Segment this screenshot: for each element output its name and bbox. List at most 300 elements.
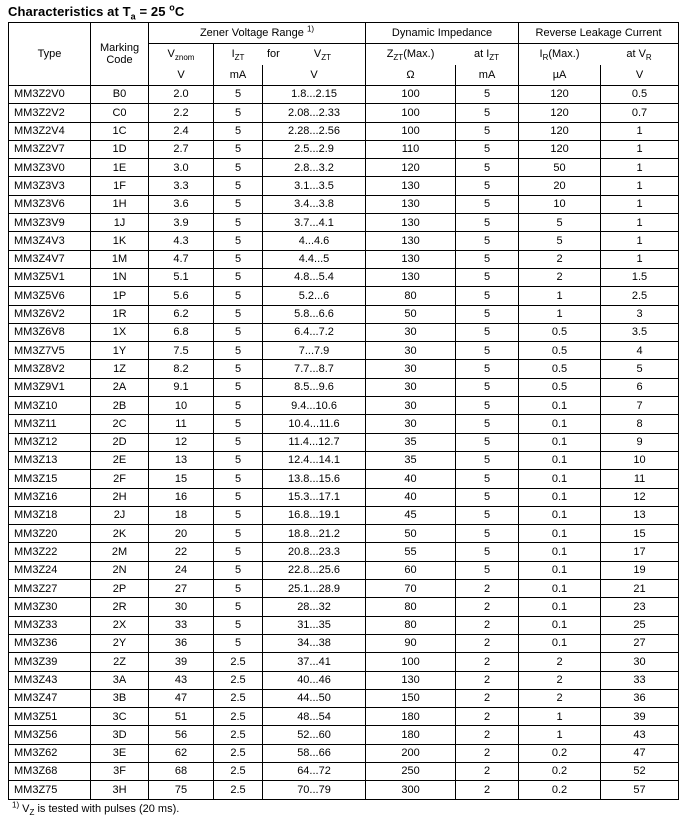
- cell-vzt-range: 25.1...28.9: [263, 580, 366, 598]
- cell-at-vr: 13: [601, 506, 679, 524]
- table-row: [9, 762, 679, 780]
- cell-ir-max: 5: [519, 214, 601, 232]
- cell-izt: 5: [214, 488, 263, 506]
- cell-zzt-max: 80: [366, 287, 456, 305]
- cell-marking-code: 2R: [91, 598, 149, 616]
- cell-zzt-max: 40: [366, 488, 456, 506]
- cell-vzt-range: 3.7...4.1: [263, 214, 366, 232]
- cell-zzt-max: 130: [366, 195, 456, 213]
- datasheet-page: [0, 2, 687, 817]
- cell-at-izt: 2: [456, 781, 519, 799]
- unit-zzt: Ω: [366, 65, 456, 86]
- cell-izt: 5: [214, 561, 263, 579]
- cell-at-vr: 1.5: [601, 268, 679, 286]
- table-row: [9, 543, 679, 561]
- cell-marking-code: 2X: [91, 616, 149, 634]
- cell-vzt-range: 44...50: [263, 689, 366, 707]
- cell-marking-code: 1R: [91, 305, 149, 323]
- cell-izt: 2.5: [214, 708, 263, 726]
- cell-izt: 2.5: [214, 653, 263, 671]
- cell-izt: 5: [214, 397, 263, 415]
- cell-ir-max: 1: [519, 305, 601, 323]
- cell-izt: 5: [214, 195, 263, 213]
- column-header-zzt-at-izt: [366, 44, 519, 66]
- cell-vzt-range: 10.4...11.6: [263, 415, 366, 433]
- cell-vznom: 3.9: [149, 214, 214, 232]
- cell-at-vr: 1: [601, 140, 679, 158]
- cell-vznom: 24: [149, 561, 214, 579]
- cell-at-vr: 5: [601, 360, 679, 378]
- cell-izt: 5: [214, 360, 263, 378]
- cell-at-izt: 5: [456, 415, 519, 433]
- cell-type: MM3Z36: [9, 634, 91, 652]
- table-row: [9, 378, 679, 396]
- cell-izt: 5: [214, 378, 263, 396]
- cell-zzt-max: 250: [366, 762, 456, 780]
- cell-at-izt: 5: [456, 232, 519, 250]
- cell-zzt-max: 130: [366, 671, 456, 689]
- cell-vzt-range: 9.4...10.6: [263, 397, 366, 415]
- cell-at-vr: 3.5: [601, 323, 679, 341]
- cell-marking-code: 2F: [91, 470, 149, 488]
- table-row: [9, 506, 679, 524]
- cell-izt: 5: [214, 287, 263, 305]
- cell-at-vr: 8: [601, 415, 679, 433]
- group-header-reverse-leakage-current: Reverse Leakage Current: [519, 23, 679, 44]
- cell-at-vr: 0.7: [601, 104, 679, 122]
- cell-vznom: 20: [149, 525, 214, 543]
- cell-at-vr: 30: [601, 653, 679, 671]
- cell-vzt-range: 13.8...15.6: [263, 470, 366, 488]
- cell-at-izt: 2: [456, 634, 519, 652]
- cell-at-izt: 5: [456, 287, 519, 305]
- cell-marking-code: C0: [91, 104, 149, 122]
- table-row: [9, 342, 679, 360]
- cell-zzt-max: 150: [366, 689, 456, 707]
- cell-vznom: 3.3: [149, 177, 214, 195]
- table-row: [9, 616, 679, 634]
- cell-at-vr: 2.5: [601, 287, 679, 305]
- cell-ir-max: 0.2: [519, 744, 601, 762]
- characteristics-table: [8, 22, 679, 800]
- table-row: [9, 415, 679, 433]
- cell-izt: 5: [214, 506, 263, 524]
- cell-izt: 5: [214, 232, 263, 250]
- cell-vzt-range: 4...4.6: [263, 232, 366, 250]
- cell-vznom: 18: [149, 506, 214, 524]
- cell-vzt-range: 7...7.9: [263, 342, 366, 360]
- cell-zzt-max: 30: [366, 360, 456, 378]
- cell-zzt-max: 300: [366, 781, 456, 799]
- cell-marking-code: 1K: [91, 232, 149, 250]
- cell-at-izt: 2: [456, 689, 519, 707]
- column-header-zzt-max: $Z_{ZT}(Max.)$: [386, 48, 435, 63]
- table-row: [9, 781, 679, 799]
- footnote-ref-sup: 1): [306, 24, 315, 34]
- cell-at-vr: 4: [601, 342, 679, 360]
- cell-vznom: 36: [149, 634, 214, 652]
- cell-vzt-range: 3.1...3.5: [263, 177, 366, 195]
- cell-vzt-range: 6.4...7.2: [263, 323, 366, 341]
- cell-at-izt: 5: [456, 250, 519, 268]
- cell-vzt-range: 15.3...17.1: [263, 488, 366, 506]
- cell-at-vr: 25: [601, 616, 679, 634]
- cell-ir-max: 0.1: [519, 506, 601, 524]
- cell-marking-code: 2B: [91, 397, 149, 415]
- cell-type: MM3Z56: [9, 726, 91, 744]
- cell-type: MM3Z12: [9, 433, 91, 451]
- cell-ir-max: 10: [519, 195, 601, 213]
- cell-ir-max: 120: [519, 122, 601, 140]
- cell-zzt-max: 60: [366, 561, 456, 579]
- cell-marking-code: 2K: [91, 525, 149, 543]
- cell-vzt-range: 4.8...5.4: [263, 268, 366, 286]
- cell-ir-max: 50: [519, 159, 601, 177]
- cell-at-vr: 19: [601, 561, 679, 579]
- table-row: [9, 653, 679, 671]
- header-for-word: for: [267, 48, 280, 61]
- cell-at-vr: 39: [601, 708, 679, 726]
- cell-at-vr: 1: [601, 214, 679, 232]
- cell-vzt-range: 2.5...2.9: [263, 140, 366, 158]
- cell-zzt-max: 80: [366, 616, 456, 634]
- cell-marking-code: 1X: [91, 323, 149, 341]
- cell-at-vr: 27: [601, 634, 679, 652]
- title-subscript: a: [130, 11, 136, 22]
- cell-izt: 5: [214, 470, 263, 488]
- cell-type: MM3Z2V2: [9, 104, 91, 122]
- cell-vzt-range: 70...79: [263, 781, 366, 799]
- cell-type: MM3Z20: [9, 525, 91, 543]
- cell-izt: 2.5: [214, 726, 263, 744]
- cell-vzt-range: 1.8...2.15: [263, 86, 366, 104]
- table-row: [9, 360, 679, 378]
- cell-type: MM3Z75: [9, 781, 91, 799]
- cell-at-izt: 5: [456, 378, 519, 396]
- cell-type: MM3Z13: [9, 451, 91, 469]
- cell-type: MM3Z43: [9, 671, 91, 689]
- cell-vznom: 27: [149, 580, 214, 598]
- cell-vznom: 56: [149, 726, 214, 744]
- cell-at-izt: 5: [456, 195, 519, 213]
- table-row: [9, 470, 679, 488]
- cell-at-izt: 5: [456, 323, 519, 341]
- cell-at-izt: 2: [456, 598, 519, 616]
- cell-ir-max: 0.1: [519, 415, 601, 433]
- cell-ir-max: 0.5: [519, 342, 601, 360]
- cell-at-vr: 3: [601, 305, 679, 323]
- cell-at-izt: 5: [456, 342, 519, 360]
- column-header-ir-max: $I_R(Max.)$: [539, 48, 580, 63]
- table-body: [9, 86, 679, 800]
- cell-at-vr: 43: [601, 726, 679, 744]
- cell-izt: 5: [214, 305, 263, 323]
- cell-at-izt: 5: [456, 214, 519, 232]
- table-row: [9, 86, 679, 104]
- cell-vzt-range: 18.8...21.2: [263, 525, 366, 543]
- cell-zzt-max: 90: [366, 634, 456, 652]
- column-header-marking-code: Marking Code: [91, 23, 149, 86]
- cell-izt: 5: [214, 580, 263, 598]
- cell-vznom: 2.2: [149, 104, 214, 122]
- table-row: [9, 708, 679, 726]
- cell-at-vr: 9: [601, 433, 679, 451]
- cell-vzt-range: 48...54: [263, 708, 366, 726]
- cell-marking-code: 2Y: [91, 634, 149, 652]
- table-row: [9, 250, 679, 268]
- cell-izt: 5: [214, 323, 263, 341]
- cell-vzt-range: 34...38: [263, 634, 366, 652]
- cell-ir-max: 1: [519, 726, 601, 744]
- cell-vzt-range: 2.08...2.33: [263, 104, 366, 122]
- cell-vznom: 30: [149, 598, 214, 616]
- cell-vzt-range: 7.7...8.7: [263, 360, 366, 378]
- cell-marking-code: 1M: [91, 250, 149, 268]
- cell-ir-max: 0.5: [519, 323, 601, 341]
- cell-at-izt: 5: [456, 104, 519, 122]
- table-row: [9, 287, 679, 305]
- cell-at-vr: 15: [601, 525, 679, 543]
- cell-at-izt: 2: [456, 580, 519, 598]
- cell-vzt-range: 20.8...23.3: [263, 543, 366, 561]
- cell-zzt-max: 30: [366, 342, 456, 360]
- cell-marking-code: 3F: [91, 762, 149, 780]
- cell-izt: 5: [214, 525, 263, 543]
- cell-zzt-max: 50: [366, 525, 456, 543]
- cell-zzt-max: 200: [366, 744, 456, 762]
- cell-type: MM3Z33: [9, 616, 91, 634]
- cell-at-izt: 2: [456, 744, 519, 762]
- group-header-row: [9, 23, 679, 44]
- cell-marking-code: 1C: [91, 122, 149, 140]
- cell-ir-max: 0.1: [519, 470, 601, 488]
- cell-marking-code: 1D: [91, 140, 149, 158]
- cell-ir-max: 0.2: [519, 781, 601, 799]
- cell-vzt-range: 40...46: [263, 671, 366, 689]
- cell-vzt-range: 12.4...14.1: [263, 451, 366, 469]
- cell-ir-max: 2: [519, 653, 601, 671]
- cell-zzt-max: 180: [366, 708, 456, 726]
- cell-vznom: 62: [149, 744, 214, 762]
- cell-at-izt: 5: [456, 525, 519, 543]
- cell-at-izt: 2: [456, 616, 519, 634]
- cell-type: MM3Z62: [9, 744, 91, 762]
- cell-marking-code: 1Y: [91, 342, 149, 360]
- cell-zzt-max: 80: [366, 598, 456, 616]
- cell-ir-max: 0.1: [519, 634, 601, 652]
- cell-zzt-max: 50: [366, 305, 456, 323]
- cell-vznom: 6.2: [149, 305, 214, 323]
- cell-vznom: 13: [149, 451, 214, 469]
- cell-marking-code: 1E: [91, 159, 149, 177]
- cell-vznom: 5.1: [149, 268, 214, 286]
- cell-izt: 5: [214, 634, 263, 652]
- cell-type: MM3Z2V4: [9, 122, 91, 140]
- cell-ir-max: 0.1: [519, 561, 601, 579]
- cell-zzt-max: 130: [366, 268, 456, 286]
- cell-vznom: 11: [149, 415, 214, 433]
- cell-marking-code: 1Z: [91, 360, 149, 378]
- cell-izt: 5: [214, 104, 263, 122]
- cell-zzt-max: 100: [366, 122, 456, 140]
- cell-type: MM3Z30: [9, 598, 91, 616]
- cell-izt: 5: [214, 159, 263, 177]
- column-header-at-vr: at $V_R$: [626, 48, 652, 63]
- cell-type: MM3Z3V6: [9, 195, 91, 213]
- cell-type: MM3Z18: [9, 506, 91, 524]
- cell-vznom: 33: [149, 616, 214, 634]
- cell-marking-code: 2J: [91, 506, 149, 524]
- cell-zzt-max: 40: [366, 470, 456, 488]
- cell-vzt-range: 4.4...5: [263, 250, 366, 268]
- group-header-dynamic-impedance: Dynamic Impedance: [366, 23, 519, 44]
- cell-at-izt: 5: [456, 451, 519, 469]
- cell-zzt-max: 100: [366, 86, 456, 104]
- cell-zzt-max: 30: [366, 415, 456, 433]
- cell-at-izt: 2: [456, 671, 519, 689]
- cell-zzt-max: 110: [366, 140, 456, 158]
- table-row: [9, 122, 679, 140]
- cell-ir-max: 0.1: [519, 525, 601, 543]
- cell-ir-max: 120: [519, 104, 601, 122]
- cell-at-vr: 7: [601, 397, 679, 415]
- cell-izt: 5: [214, 140, 263, 158]
- column-header-vznom: $V_{znom}$: [149, 44, 214, 66]
- table-row: [9, 104, 679, 122]
- title-degree-sup: o: [169, 2, 175, 13]
- cell-at-vr: 10: [601, 451, 679, 469]
- cell-type: MM3Z3V3: [9, 177, 91, 195]
- table-row: [9, 488, 679, 506]
- cell-type: MM3Z39: [9, 653, 91, 671]
- cell-vzt-range: 8.5...9.6: [263, 378, 366, 396]
- cell-zzt-max: 30: [366, 323, 456, 341]
- table-row: [9, 580, 679, 598]
- cell-ir-max: 2: [519, 689, 601, 707]
- cell-marking-code: 3A: [91, 671, 149, 689]
- unit-ir: µA: [519, 65, 601, 86]
- cell-zzt-max: 130: [366, 250, 456, 268]
- cell-ir-max: 1: [519, 708, 601, 726]
- footnote-vz-sub: Z: [29, 807, 35, 817]
- cell-at-izt: 2: [456, 708, 519, 726]
- cell-izt: 5: [214, 433, 263, 451]
- table-row: [9, 268, 679, 286]
- cell-vznom: 51: [149, 708, 214, 726]
- cell-at-vr: 1: [601, 177, 679, 195]
- cell-ir-max: 0.1: [519, 397, 601, 415]
- column-header-izt: $I_{ZT}$: [231, 48, 245, 63]
- cell-at-vr: 6: [601, 378, 679, 396]
- cell-marking-code: 3B: [91, 689, 149, 707]
- cell-at-vr: 52: [601, 762, 679, 780]
- table-row: [9, 598, 679, 616]
- cell-at-vr: 11: [601, 470, 679, 488]
- cell-vznom: 47: [149, 689, 214, 707]
- cell-type: MM3Z51: [9, 708, 91, 726]
- cell-zzt-max: 35: [366, 433, 456, 451]
- table-row: [9, 397, 679, 415]
- cell-ir-max: 0.1: [519, 433, 601, 451]
- cell-type: MM3Z3V9: [9, 214, 91, 232]
- table-row: [9, 140, 679, 158]
- cell-at-izt: 5: [456, 268, 519, 286]
- cell-vzt-range: 5.8...6.6: [263, 305, 366, 323]
- page-title: Characteristics at $T_a = 25$ $^o$C: [8, 2, 185, 22]
- cell-marking-code: 2D: [91, 433, 149, 451]
- table-row: [9, 323, 679, 341]
- column-header-at-izt: at $I_{ZT}$: [473, 48, 500, 63]
- cell-type: MM3Z9V1: [9, 378, 91, 396]
- unit-vznom: V: [149, 65, 214, 86]
- cell-ir-max: 0.1: [519, 616, 601, 634]
- cell-ir-max: 0.5: [519, 360, 601, 378]
- cell-marking-code: 2N: [91, 561, 149, 579]
- cell-zzt-max: 130: [366, 214, 456, 232]
- cell-at-vr: 33: [601, 671, 679, 689]
- cell-izt: 2.5: [214, 781, 263, 799]
- unit-vzt: V: [263, 65, 366, 86]
- cell-type: MM3Z10: [9, 397, 91, 415]
- cell-zzt-max: 100: [366, 104, 456, 122]
- column-header-izt-for-vzt: [214, 44, 366, 66]
- table-row: [9, 744, 679, 762]
- cell-vzt-range: 28...32: [263, 598, 366, 616]
- cell-at-izt: 5: [456, 433, 519, 451]
- cell-at-izt: 5: [456, 488, 519, 506]
- cell-vznom: 2.4: [149, 122, 214, 140]
- cell-izt: 5: [214, 268, 263, 286]
- cell-at-izt: 5: [456, 561, 519, 579]
- cell-marking-code: 3E: [91, 744, 149, 762]
- cell-type: MM3Z5V1: [9, 268, 91, 286]
- cell-at-izt: 5: [456, 506, 519, 524]
- cell-vzt-range: 22.8...25.6: [263, 561, 366, 579]
- unit-at-izt: mA: [456, 65, 519, 86]
- cell-ir-max: 0.1: [519, 598, 601, 616]
- cell-izt: 5: [214, 122, 263, 140]
- cell-type: MM3Z11: [9, 415, 91, 433]
- cell-at-izt: 2: [456, 653, 519, 671]
- cell-ir-max: 0.2: [519, 762, 601, 780]
- table-row: [9, 451, 679, 469]
- table-row: [9, 726, 679, 744]
- table-row: [9, 305, 679, 323]
- cell-at-izt: 5: [456, 86, 519, 104]
- cell-zzt-max: 45: [366, 506, 456, 524]
- cell-at-izt: 5: [456, 305, 519, 323]
- cell-zzt-max: 100: [366, 653, 456, 671]
- column-header-type: Type: [9, 23, 91, 86]
- cell-type: MM3Z5V6: [9, 287, 91, 305]
- cell-izt: 5: [214, 86, 263, 104]
- cell-vzt-range: 58...66: [263, 744, 366, 762]
- table-header: [9, 23, 679, 86]
- cell-at-vr: 0.5: [601, 86, 679, 104]
- cell-zzt-max: 130: [366, 232, 456, 250]
- cell-ir-max: 120: [519, 86, 601, 104]
- cell-at-vr: 1: [601, 232, 679, 250]
- cell-at-vr: 57: [601, 781, 679, 799]
- cell-ir-max: 5: [519, 232, 601, 250]
- cell-type: MM3Z6V8: [9, 323, 91, 341]
- cell-ir-max: 2: [519, 268, 601, 286]
- cell-ir-max: 0.1: [519, 451, 601, 469]
- cell-vznom: 6.8: [149, 323, 214, 341]
- cell-zzt-max: 35: [366, 451, 456, 469]
- cell-at-vr: 21: [601, 580, 679, 598]
- cell-izt: 5: [214, 214, 263, 232]
